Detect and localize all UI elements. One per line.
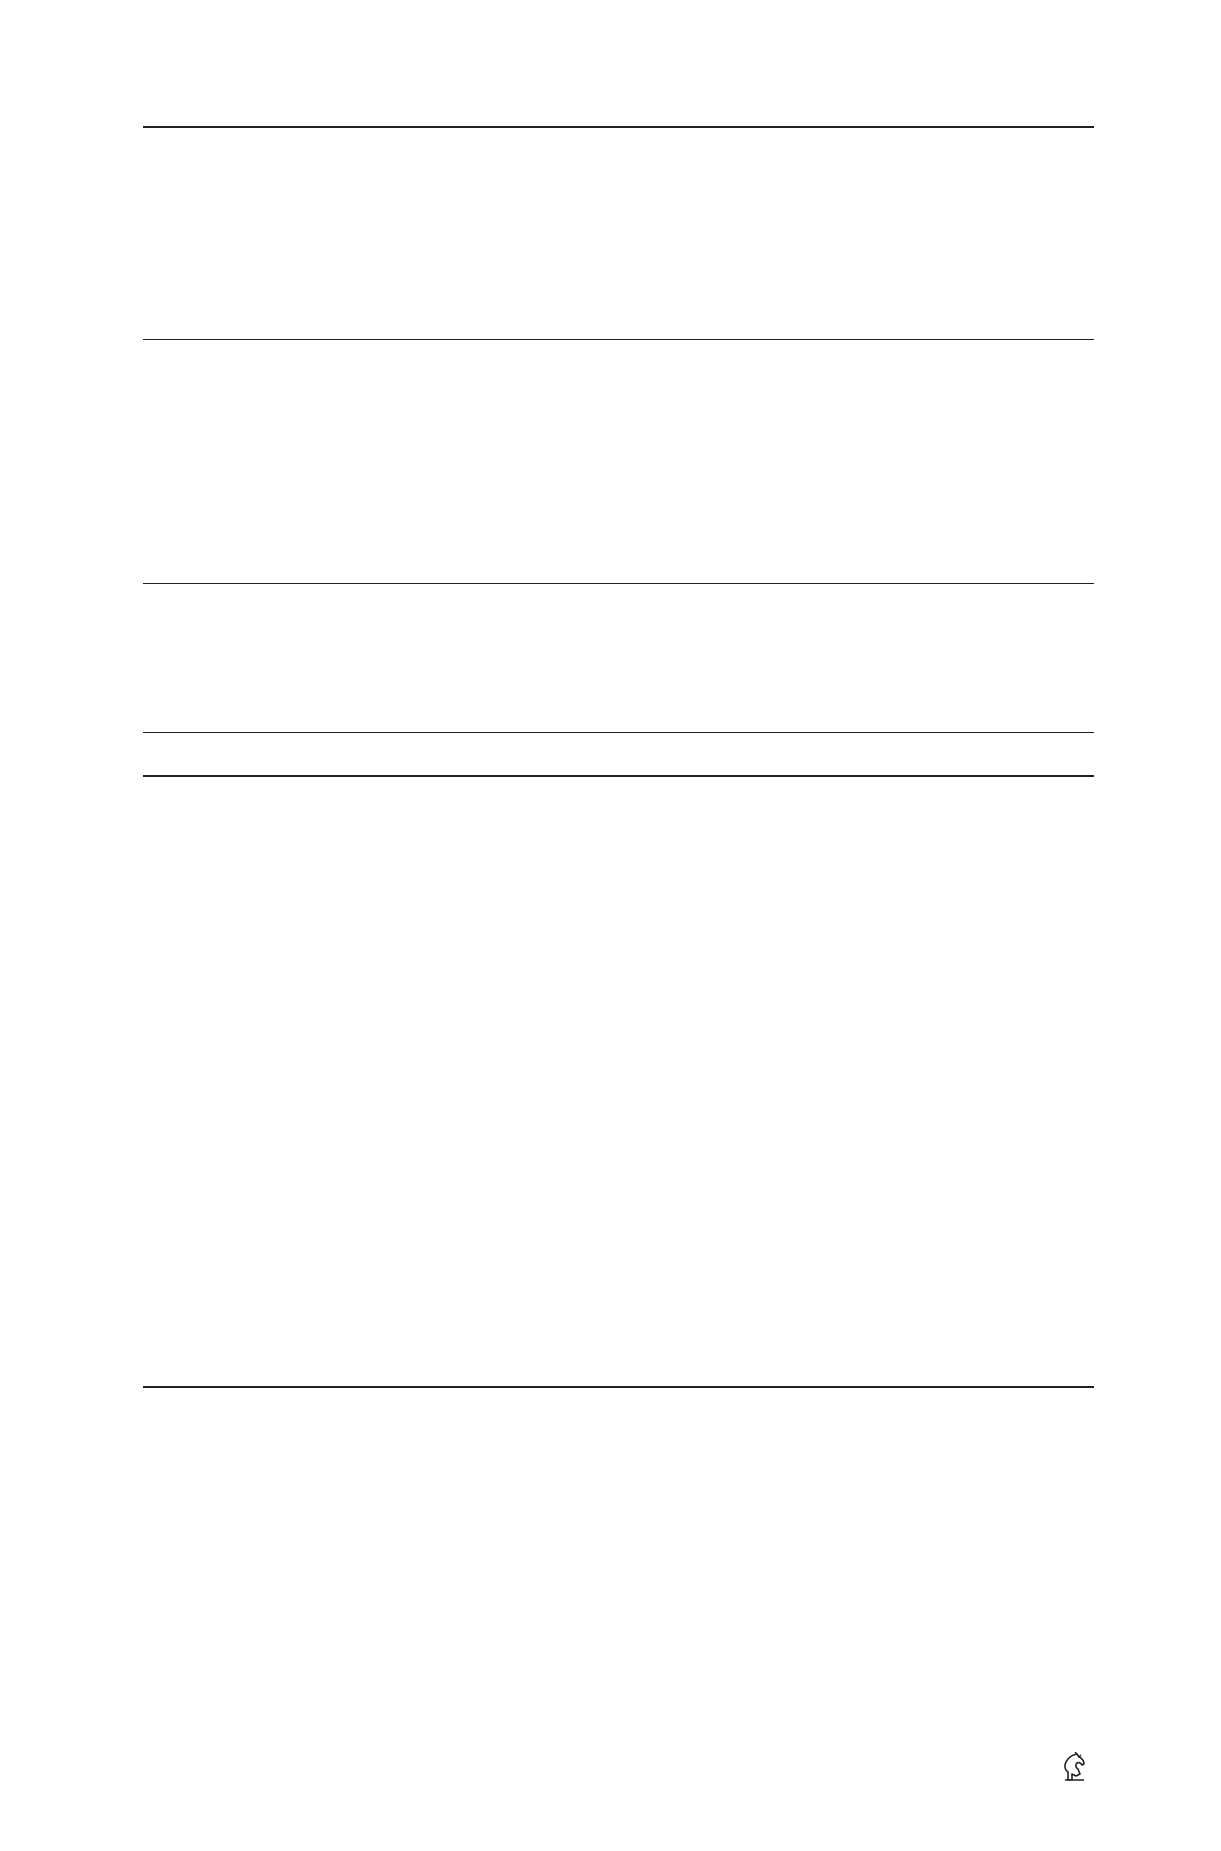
table8-caption: [143, 279, 1094, 307]
table9-bottom-rule: [143, 1386, 1094, 1388]
table8-top-rule: [143, 339, 1094, 340]
table9-caption: [143, 699, 1094, 727]
table8-bottom-rule: [143, 583, 1094, 584]
publisher-logo: [1062, 1752, 1094, 1782]
springer-horse-icon: [1062, 1752, 1088, 1782]
header-rule: [143, 126, 1094, 128]
table9-top-rule: [143, 732, 1094, 733]
table9-header-rule: [143, 775, 1094, 777]
